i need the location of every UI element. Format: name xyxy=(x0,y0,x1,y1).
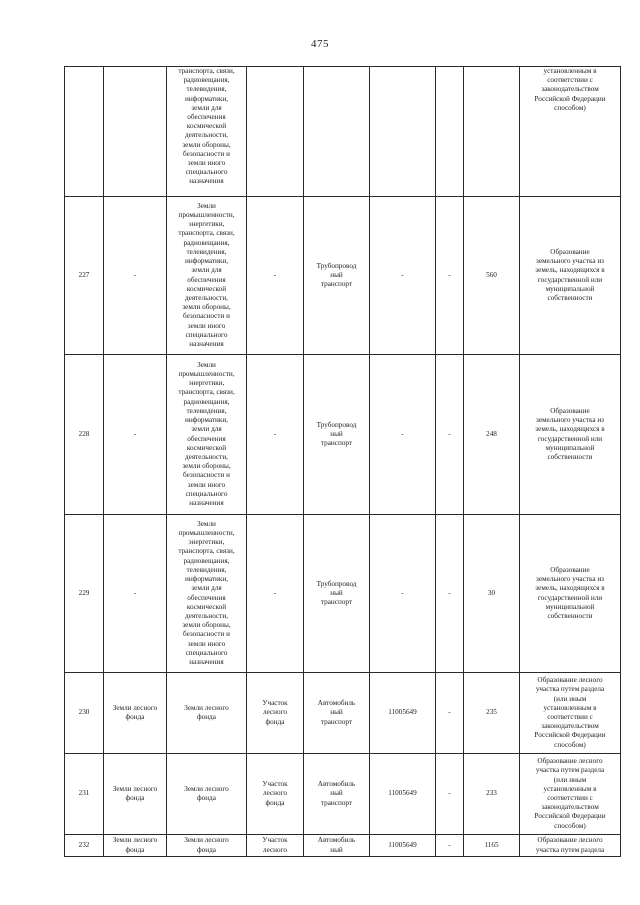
formation-method-cell: Образование земельного участка из земель, находящихся в государственной или муниципальной собственности xyxy=(520,355,621,515)
table-row xyxy=(65,754,621,835)
purpose-cell: Земли промышленности, энергетики, транспорта, связи, радиовещания, телевидения, информатики, земли для обеспечения космической деятельности, земли обороны, безопасности и земли иного специального назначения xyxy=(167,197,247,355)
reserve-cell: - xyxy=(436,835,464,857)
area-cell: 233 xyxy=(464,754,520,835)
plot-type-cell: Участок лесного фонда xyxy=(247,673,304,754)
reserve-cell: - xyxy=(436,355,464,515)
land-category-cell: - xyxy=(104,355,167,515)
area-cell: 235 xyxy=(464,673,520,754)
table-row xyxy=(65,355,621,515)
cadastral-cell: - xyxy=(370,197,436,355)
purpose-cell: Земли лесного фонда xyxy=(167,673,247,754)
permitted-use-cell: Трубопровод ный транспорт xyxy=(304,355,370,515)
permitted-use-cell xyxy=(304,67,370,197)
cadastral-cell: - xyxy=(370,355,436,515)
permitted-use-cell: Автомобиль ный xyxy=(304,835,370,857)
reserve-cell: - xyxy=(436,515,464,673)
formation-method-cell: Образование земельного участка из земель, находящихся в государственной или муниципальной собственности xyxy=(520,515,621,673)
table-row xyxy=(65,67,621,197)
row-number-cell: 230 xyxy=(65,673,104,754)
formation-method-cell: Образование земельного участка из земель, находящихся в государственной или муниципальной собственности xyxy=(520,197,621,355)
reserve-cell xyxy=(436,67,464,197)
area-cell: 30 xyxy=(464,515,520,673)
land-plots-table xyxy=(64,66,621,857)
cadastral-cell: 11005649 xyxy=(370,835,436,857)
row-number-cell: 231 xyxy=(65,754,104,835)
cadastral-cell: 11005649 xyxy=(370,754,436,835)
table-row xyxy=(65,515,621,673)
area-cell: 248 xyxy=(464,355,520,515)
land-category-cell: - xyxy=(104,515,167,673)
permitted-use-cell: Автомобиль ный транспорт xyxy=(304,754,370,835)
row-number-cell: 229 xyxy=(65,515,104,673)
plot-type-cell: Участок лесного фонда xyxy=(247,754,304,835)
purpose-cell: Земли лесного фонда xyxy=(167,754,247,835)
reserve-cell: - xyxy=(436,754,464,835)
table-row xyxy=(65,835,621,857)
land-category-cell xyxy=(104,67,167,197)
permitted-use-cell: Трубопровод ный транспорт xyxy=(304,515,370,673)
table-row xyxy=(65,197,621,355)
formation-method-cell: Образование лесного участка путем раздела (или иным установленным в соответствии с законодательством Российской Федерации способом) xyxy=(520,754,621,835)
formation-method-cell: Образование лесного участка путем раздела xyxy=(520,835,621,857)
land-category-cell: Земли лесного фонда xyxy=(104,835,167,857)
land-category-cell: Земли лесного фонда xyxy=(104,754,167,835)
row-number-cell: 232 xyxy=(65,835,104,857)
land-category-cell: - xyxy=(104,197,167,355)
cadastral-cell: - xyxy=(370,515,436,673)
table-row xyxy=(65,673,621,754)
formation-method-cell: Образование лесного участка путем раздела (или иным установленным в соответствии с законодательством Российской Федерации способом) xyxy=(520,673,621,754)
purpose-cell: Земли лесного фонда xyxy=(167,835,247,857)
plot-type-cell: - xyxy=(247,197,304,355)
plot-type-cell xyxy=(247,67,304,197)
formation-method-cell: установленным в соответствии с законодательством Российской Федерации способом) xyxy=(520,67,621,197)
table-body xyxy=(65,67,621,857)
row-number-cell: 228 xyxy=(65,355,104,515)
row-number-cell xyxy=(65,67,104,197)
permitted-use-cell: Трубопровод ный транспорт xyxy=(304,197,370,355)
purpose-cell: транспорта, связи, радиовещания, телевидения, информатики, земли для обеспечения космической деятельности, земли обороны, безопасности и земли иного специального назначения xyxy=(167,67,247,197)
plot-type-cell: - xyxy=(247,515,304,673)
row-number-cell: 227 xyxy=(65,197,104,355)
purpose-cell: Земли промышленности, энергетики, транспорта, связи, радиовещания, телевидения, информатики, земли для обеспечения космической деятельности, земли обороны, безопасности и земли иного специального назначения xyxy=(167,515,247,673)
cadastral-cell: 11005649 xyxy=(370,673,436,754)
area-cell: 1165 xyxy=(464,835,520,857)
page-number: 475 xyxy=(311,38,329,50)
reserve-cell: - xyxy=(436,673,464,754)
purpose-cell: Земли промышленности, энергетики, транспорта, связи, радиовещания, телевидения, информатики, земли для обеспечения космической деятельности, земли обороны, безопасности и земли иного специального назначения xyxy=(167,355,247,515)
cadastral-cell xyxy=(370,67,436,197)
plot-type-cell: Участок лесного xyxy=(247,835,304,857)
land-category-cell: Земли лесного фонда xyxy=(104,673,167,754)
area-cell: 560 xyxy=(464,197,520,355)
plot-type-cell: - xyxy=(247,355,304,515)
reserve-cell: - xyxy=(436,197,464,355)
permitted-use-cell: Автомобиль ный транспорт xyxy=(304,673,370,754)
area-cell xyxy=(464,67,520,197)
